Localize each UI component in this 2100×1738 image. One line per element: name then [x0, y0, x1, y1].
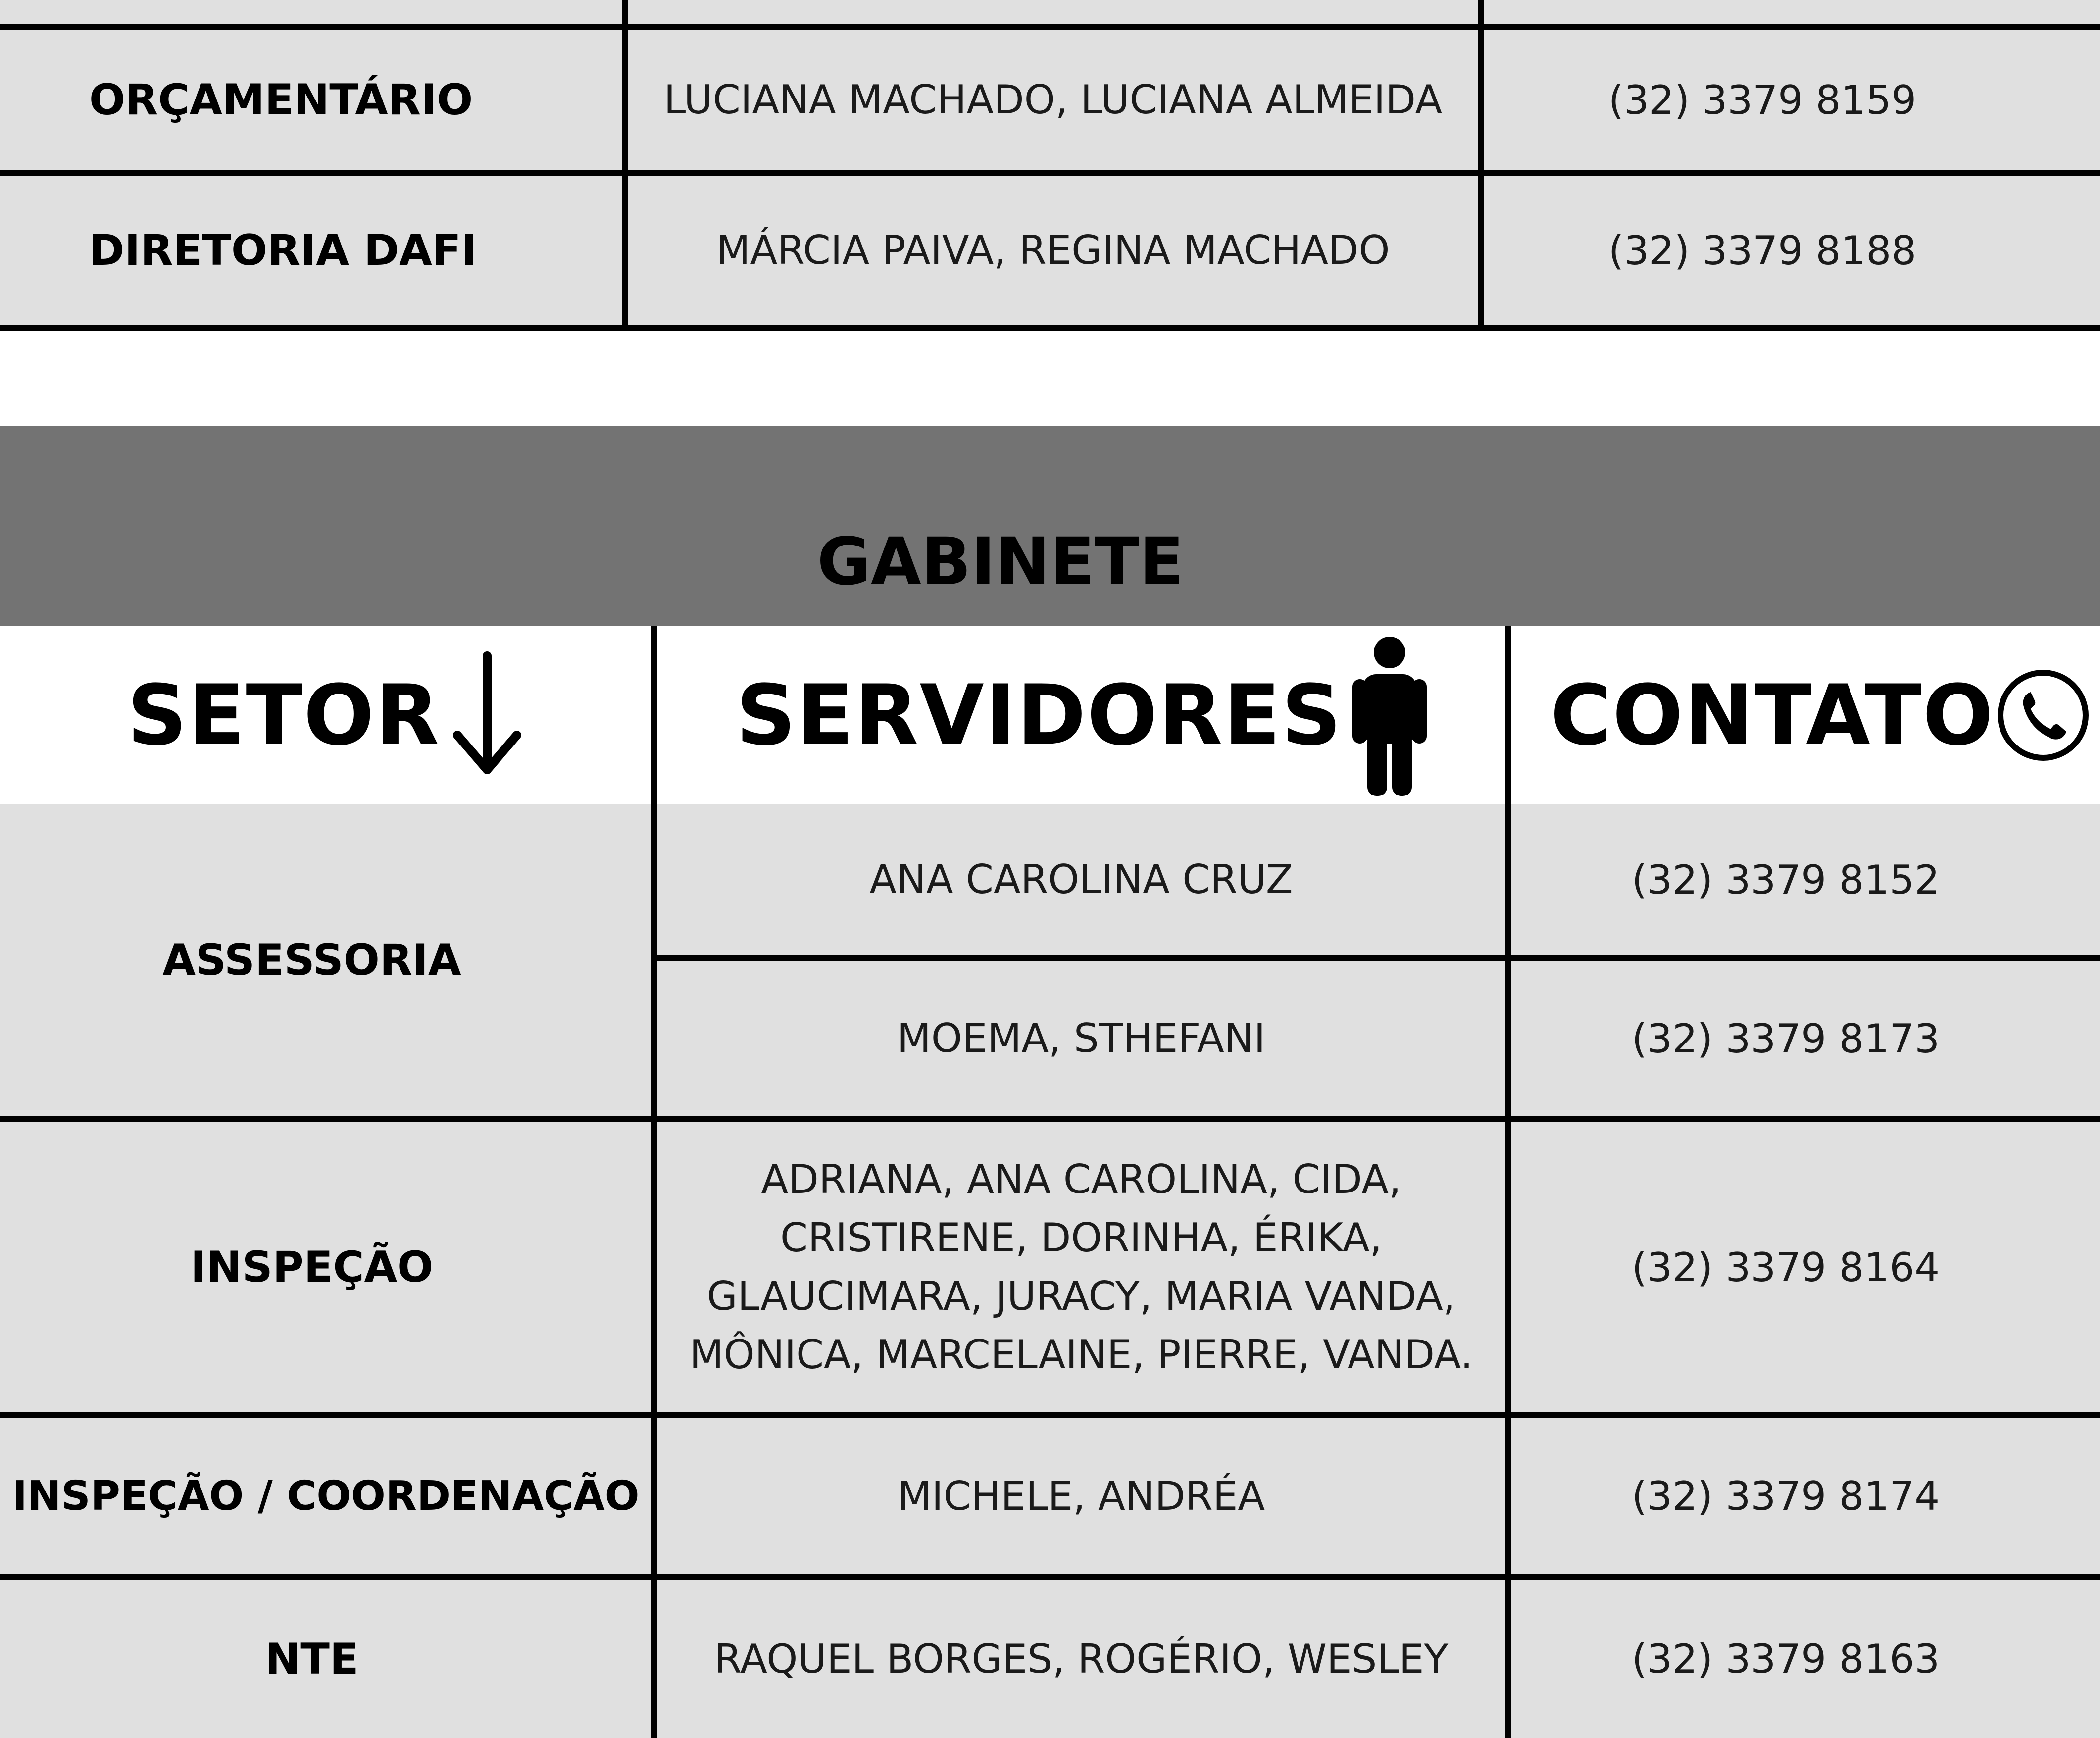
table-row-contato: (32) 3379 8188 [1608, 227, 1917, 274]
table-row-setor: ORÇAMENTÁRIO [89, 75, 473, 125]
table-row-servidores: MÁRCIA PAIVA, REGINA MACHADO [716, 227, 1390, 273]
servidores-line: CRISTIRENE, DORINHA, ÉRIKA, [780, 1215, 1382, 1261]
table-row-setor: DIRETORIA DAFI [89, 226, 477, 275]
column-divider [651, 804, 657, 1738]
person-icon [1352, 634, 1427, 797]
column-divider [1478, 0, 1484, 331]
table-row-contato: (32) 3379 8163 [1631, 1636, 1940, 1682]
header-servidores [657, 626, 1505, 804]
servidores-line: ADRIANA, ANA CAROLINA, CIDA, [761, 1156, 1401, 1202]
table-row-servidores: RAQUEL BORGES, ROGÉRIO, WESLEY [714, 1636, 1449, 1682]
table-row-servidores: MOEMA, STHEFANI [897, 1015, 1266, 1061]
table-row-contato: (32) 3379 8164 [1631, 1244, 1940, 1291]
header-contato-label: CONTATO [1550, 667, 1995, 764]
servidores-line: GLAUCIMARA, JURACY, MARIA VANDA, [706, 1273, 1456, 1319]
phone-icon [1996, 668, 2090, 762]
row-divider [0, 1412, 2100, 1418]
header-setor-label: SETOR [127, 667, 441, 764]
table-row-setor: ASSESSORIA [162, 936, 461, 985]
row-divider [651, 955, 2100, 961]
table-row-contato: (32) 3379 8174 [1631, 1473, 1940, 1519]
table-row-contato: (32) 3379 8173 [1631, 1015, 1940, 1062]
table-row-contato: (32) 3379 8152 [1631, 856, 1940, 903]
table-row-servidores [657, 1122, 1505, 1412]
table-row-contato: (32) 3379 8159 [1608, 77, 1917, 123]
table-row-setor: INSPEÇÃO [190, 1242, 434, 1292]
column-divider [1505, 804, 1511, 1738]
column-divider [622, 0, 628, 331]
row-divider [0, 1574, 2100, 1580]
servidores-line: MÔNICA, MARCELAINE, PIERRE, VANDA. [689, 1332, 1473, 1378]
row-divider [0, 24, 2100, 30]
table-row-setor: NTE [265, 1634, 359, 1684]
section-title: GABINETE [817, 524, 1184, 600]
table-row-setor: INSPEÇÃO / COORDENAÇÃO [12, 1473, 640, 1520]
header-servidores-label: SERVIDORES [736, 667, 1343, 764]
row-divider [0, 1116, 2100, 1122]
header-setor [0, 626, 651, 804]
table-row-servidores: LUCIANA MACHADO, LUCIANA ALMEIDA [663, 77, 1443, 123]
row-divider [0, 325, 2100, 331]
arrow-down-icon [450, 651, 524, 780]
row-divider [0, 170, 2100, 176]
table-row-servidores: ANA CAROLINA CRUZ [869, 856, 1293, 902]
table-row-servidores: MICHELE, ANDRÉA [897, 1473, 1265, 1519]
header-contato [1511, 626, 2100, 804]
